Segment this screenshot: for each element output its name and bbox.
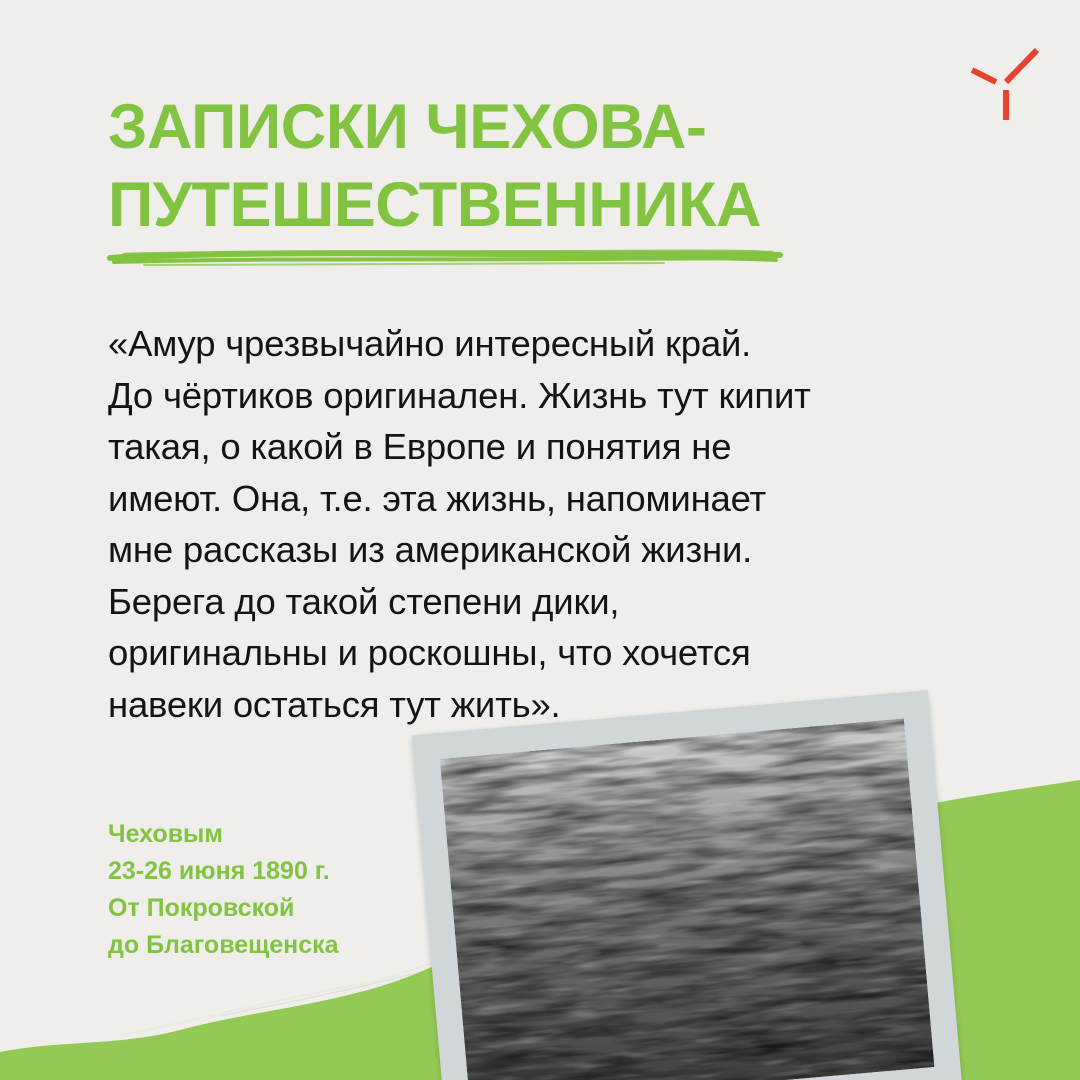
quote-line: навеки остаться тут жить». [108,683,561,725]
quote-line: мне рассказы из американской жизни. [108,529,753,570]
quote-attribution [108,816,339,964]
caption-line: От Покровской [108,894,295,922]
title-line-2: ПУТЕШЕСТВЕННИКА [108,170,761,240]
quote-line: такая, о какой в Европе и понятия не [108,426,732,467]
water-surface-image [440,718,935,1080]
quote-line: «Амур чрезвычайно интересный край. [108,323,752,364]
caption-line: до Благовещенска [108,931,339,959]
caption-line: 23-26 июня 1890 г. [108,857,330,885]
river-water-photo [412,690,963,1080]
quote-line: оригинальны и роскошны, что хочется [108,632,751,673]
quote-line: Берега до такой степени дики, [108,580,620,622]
quote-line: До чёртиков оригинален. Жизнь тут кипит [108,374,811,416]
title-line-1: ЗАПИСКИ ЧЕХОВА- [108,92,707,162]
caption-line: Чеховым [108,820,223,848]
quote-line: имеют. Она, т.е. эта жизнь, напоминает [108,477,767,519]
